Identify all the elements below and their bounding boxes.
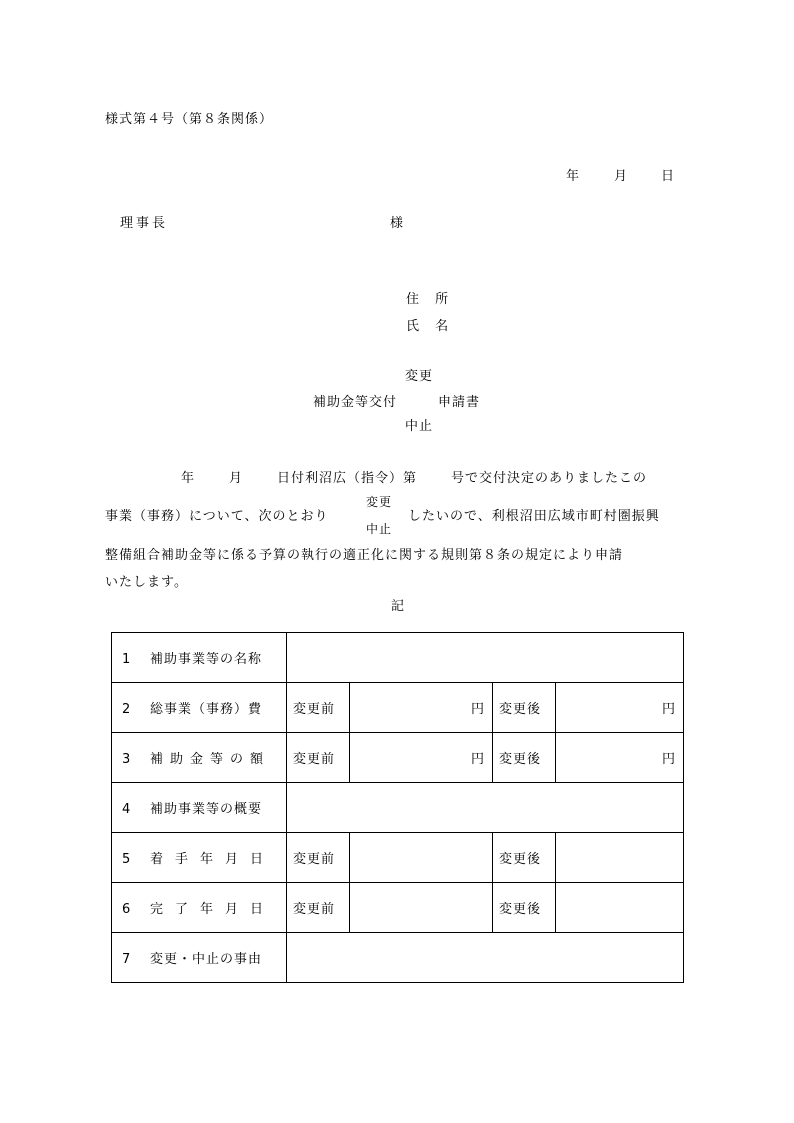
start-date-before-field[interactable]: [350, 833, 493, 883]
applicant-address-label: 住 所: [406, 292, 449, 307]
body-line-4: いたします。: [105, 575, 188, 590]
body-mid-text: 日付利沼広（指令）第: [277, 471, 418, 486]
row-label: 7 変更・中止の事由: [112, 933, 287, 983]
table-row: [112, 633, 684, 683]
body-line-2-start: 事業（事務）について、次のとおり: [105, 509, 329, 524]
ki-label: 記: [391, 599, 405, 614]
detail-table: [111, 632, 684, 983]
table-row: [112, 683, 684, 733]
applicant-name-label: 氏 名: [406, 319, 449, 334]
title-option-cancel: 中止: [405, 419, 434, 434]
total-cost-after-field[interactable]: [556, 683, 684, 733]
row-label: 6 完了年月日: [112, 883, 287, 933]
change-reason-field[interactable]: [287, 933, 684, 983]
yen-label: 円: [470, 702, 484, 717]
table-row: [112, 883, 684, 933]
date-day-label: 日: [661, 169, 675, 184]
row-label: 4 補助事業等の概要: [112, 783, 287, 833]
body-line-3: 整備組合補助金等に係る予算の執行の適正化に関する規則第８条の規定により申請: [105, 548, 624, 563]
subsidy-amount-after-field[interactable]: [556, 733, 684, 783]
after-label: 変更後: [493, 883, 556, 933]
row-label: 2 総事業（事務）費: [112, 683, 287, 733]
document-title-suffix: 申請書: [438, 395, 481, 410]
body-month-label: 月: [229, 471, 244, 486]
completion-date-after-field[interactable]: [556, 883, 684, 933]
row-label: 1 補助事業等の名称: [112, 633, 287, 683]
project-overview-field[interactable]: [287, 783, 684, 833]
row-label: 5 着手年月日: [112, 833, 287, 883]
before-label: 変更前: [287, 683, 350, 733]
row-label: 3 補助金等の額: [112, 733, 287, 783]
date-year-label: 年: [566, 169, 580, 184]
before-label: 変更前: [287, 733, 350, 783]
subsidy-amount-before-field[interactable]: [350, 733, 493, 783]
table-row: [112, 733, 684, 783]
after-label: 変更後: [493, 683, 556, 733]
completion-date-before-field[interactable]: [350, 883, 493, 933]
body-year-label: 年: [181, 471, 196, 486]
after-label: 変更後: [493, 733, 556, 783]
document-title-main: 補助金等交付: [313, 395, 398, 410]
table-row: [112, 783, 684, 833]
body-option-change: 変更: [366, 495, 393, 509]
title-option-change: 変更: [405, 369, 434, 384]
body-line-1: [105, 472, 647, 485]
yen-label: 円: [661, 702, 675, 717]
body-line-2-end: したいので、利根沼田広域市町村圏振興: [408, 509, 660, 524]
yen-label: 円: [661, 752, 675, 767]
before-label: 変更前: [287, 833, 350, 883]
date-month-label: 月: [614, 169, 628, 184]
addressee-honorific: 様: [390, 216, 404, 231]
table-row: [112, 833, 684, 883]
body-end-text: 号で交付決定のありましたこの: [451, 471, 648, 486]
form-number: 様式第４号（第８条関係）: [105, 112, 274, 127]
yen-label: 円: [470, 752, 484, 767]
addressee-title: 理事長: [120, 216, 169, 231]
total-cost-before-field[interactable]: [350, 683, 493, 733]
after-label: 変更後: [493, 833, 556, 883]
start-date-after-field[interactable]: [556, 833, 684, 883]
before-label: 変更前: [287, 883, 350, 933]
body-option-cancel: 中止: [366, 522, 393, 536]
table-row: [112, 933, 684, 983]
project-name-field[interactable]: [287, 633, 684, 683]
